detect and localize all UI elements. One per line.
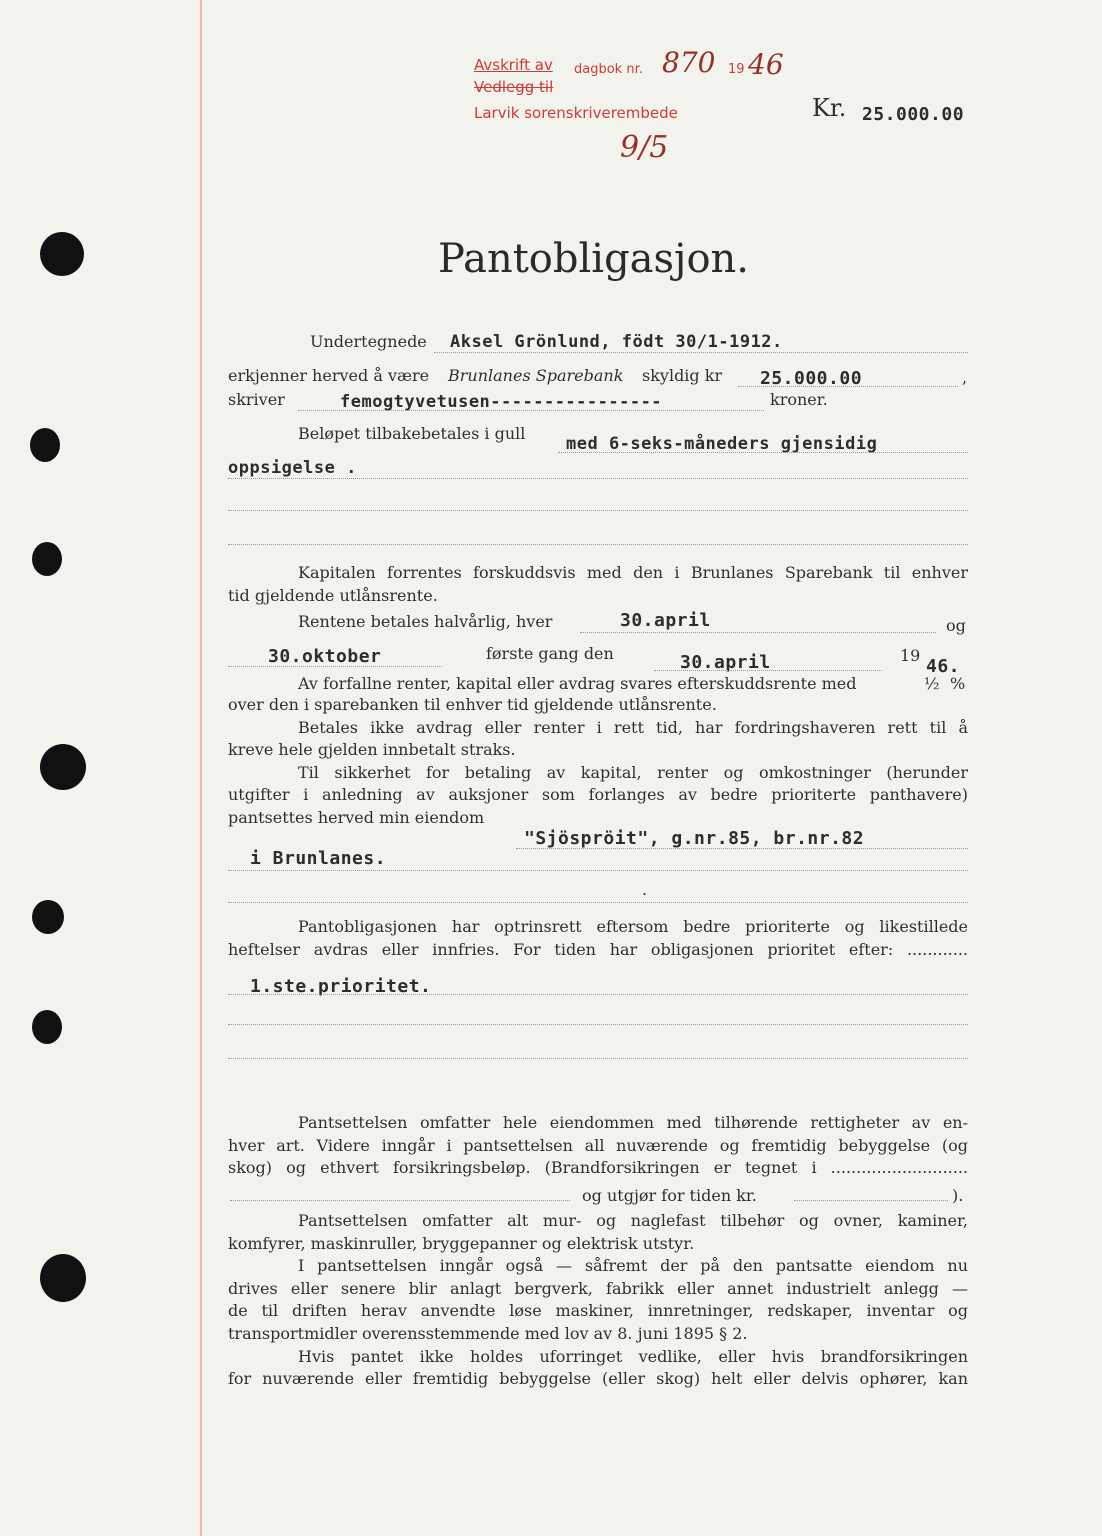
forfall-line1: Av forfallne renter, kapital eller avdrag svares efterskuddsrente med xyxy=(298,674,857,693)
omfatter-line1: Pantsettelsen omfatter hele eiendommen med tilhørende rettigheter av en- xyxy=(298,1113,968,1132)
rule xyxy=(654,670,882,671)
murfast-paragraph xyxy=(228,1210,968,1391)
belop-value2: oppsigelse . xyxy=(228,458,357,478)
rule xyxy=(434,352,968,353)
belop-value1: med 6-seks-måneders gjensidig xyxy=(566,434,878,454)
skyldig-label: skyldig kr xyxy=(642,366,723,385)
forfall-frac: ½ xyxy=(924,674,940,693)
kroner-label: kroner. xyxy=(770,390,828,409)
utgjor-label: og utgjør for tiden kr. xyxy=(582,1186,757,1205)
rule xyxy=(228,1024,968,1025)
betales-line2: kreve hele gjelden innbetalt straks. xyxy=(228,740,516,760)
forste-value: 30.april xyxy=(680,652,771,673)
kapital-line2: tid gjeldende utlånsrente. xyxy=(228,585,438,605)
punch-hole xyxy=(40,232,84,276)
stamp-dagbok: dagbok nr. xyxy=(574,62,643,77)
punch-hole xyxy=(40,744,86,790)
hand-year: 46 xyxy=(748,48,784,81)
renter-label: Rentene betales halvårlig, hver xyxy=(298,612,553,631)
year-prefix: 19 xyxy=(900,646,921,665)
rule xyxy=(298,410,764,411)
rule xyxy=(794,1200,948,1201)
dot-mark: . xyxy=(642,880,648,899)
rule xyxy=(230,1200,570,1201)
priority-line1: Pantobligasjonen har optrinsrett eftersom bedre prioriterte og likestillede xyxy=(298,917,968,936)
comma: , xyxy=(962,368,968,387)
rule xyxy=(580,632,936,633)
scope-dots: ........................... xyxy=(830,1158,968,1178)
erkjenner-label: erkjenner herved å være xyxy=(228,366,430,385)
priority-dots: ............ xyxy=(906,939,968,959)
murfast-line2: komfyrer, maskinruller, bryggepanner og elektrisk utstyr. xyxy=(228,1233,695,1253)
punch-hole xyxy=(30,428,60,462)
pantsettes-label: pantsettes herved min eiendom xyxy=(228,807,485,827)
forste-label: første gang den xyxy=(486,644,614,663)
skriver-label: skriver xyxy=(228,390,285,409)
scope-paragraph xyxy=(228,1112,968,1180)
rule xyxy=(558,452,968,453)
hand-fraction: 9/5 xyxy=(620,130,669,165)
amount-value: 25.000.00 xyxy=(862,104,965,125)
margin-line xyxy=(200,0,202,1536)
forfall-paragraph xyxy=(228,694,968,830)
sikkerhet-line2: utgifter i anledning av auksjoner som forlanges av bedre prioriterte panthavere) xyxy=(228,785,968,805)
rule xyxy=(228,544,968,545)
amount-label: Kr. xyxy=(812,94,847,122)
bank-name: Brunlanes Sparebank xyxy=(448,366,624,385)
forfall-line2: over den i sparebanken til enhver tid gjeldende utlånsrente. xyxy=(228,695,717,714)
undertegnede-label: Undertegnede xyxy=(310,332,427,351)
punch-hole xyxy=(32,900,64,934)
rule xyxy=(228,1058,968,1059)
rule xyxy=(228,510,968,511)
priority-value: 1.ste.prioritet. xyxy=(250,976,432,997)
skriver-value: femogtyvetusen---------------- xyxy=(340,392,663,412)
punch-hole xyxy=(40,1254,86,1302)
inngar-line4: transportmidler overensstemmende med lov av 8. juni 1895 § 2. xyxy=(228,1323,748,1343)
punch-hole xyxy=(32,1010,62,1044)
year-value: 46. xyxy=(926,656,961,677)
rule xyxy=(228,478,968,479)
og-label: og xyxy=(946,616,966,635)
renter-value: 30.april xyxy=(620,610,711,631)
kapital-line1: Kapitalen forrentes forskuddsvis med den i Brunlanes Sparebank til enhver xyxy=(298,563,968,582)
kapital-paragraph xyxy=(228,562,968,607)
betales-line1: Betales ikke avdrag eller renter i rett tid, har fordringshaveren rett til å xyxy=(298,717,968,737)
hand-number: 870 xyxy=(662,46,716,79)
omfatter-line2: hver art. Videre inngår i pantsettelsen all nuværende og fremtidig bebyggelse (og xyxy=(228,1135,968,1155)
priority-paragraph xyxy=(228,916,968,961)
rule xyxy=(228,666,442,667)
stamp-year-prefix: 19 xyxy=(728,62,745,77)
oktober-value: 30.oktober xyxy=(268,646,382,667)
stamp-line1: Avskrift av xyxy=(474,56,553,74)
eiendom-value2: i Brunlanes. xyxy=(250,848,387,869)
stamp-office: Larvik sorenskriverembede xyxy=(474,104,678,122)
eiendom-value: "Sjöspröit", g.nr.85, br.nr.82 xyxy=(524,828,865,849)
rule xyxy=(516,848,968,849)
inngar-line1: I pantsettelsen inngår også — såfremt der på den pantsatte eiendom nu xyxy=(298,1256,968,1276)
omfatter-line3: skog) og ethvert forsikringsbeløp. (Brandforsikringen er tegnet i xyxy=(228,1158,817,1178)
rule xyxy=(738,386,958,387)
murfast-line1: Pantsettelsen omfatter alt mur- og naglefast tilbehør og ovner, kaminer, xyxy=(298,1211,968,1230)
inngar-line2: drives eller senere blir anlagt bergverk, fabrikk eller annet industrielt anlegg — xyxy=(228,1278,968,1298)
skyldig-value: 25.000.00 xyxy=(760,368,863,389)
rule xyxy=(228,994,968,995)
close-paren: ). xyxy=(952,1186,964,1205)
forfall-pct: % xyxy=(950,674,966,693)
page-title: Pantobligasjon. xyxy=(438,236,750,282)
rule xyxy=(228,870,968,871)
undertegnede-value: Aksel Grönlund, födt 30/1-1912. xyxy=(450,332,783,352)
belop-label: Beløpet tilbakebetales i gull xyxy=(298,424,526,443)
rule xyxy=(228,902,968,903)
priority-line2: heftelser avdras eller innfries. For tiden har obligasjonen prioritet efter: xyxy=(228,939,894,959)
stamp-line2: Vedlegg til xyxy=(474,78,554,96)
hvis-line1: Hvis pantet ikke holdes uforringet vedlike, eller hvis brandforsikringen xyxy=(298,1346,968,1366)
punch-hole xyxy=(32,542,62,576)
inngar-line3: de til driften herav anvendte løse maskiner, innretninger, redskaper, inventar og xyxy=(228,1301,968,1321)
hvis-line2: for nuværende eller fremtidig bebyggelse (eller skog) helt eller delvis ophører, kan xyxy=(228,1369,968,1389)
sikkerhet-line1: Til sikkerhet for betaling av kapital, renter og omkostninger (herunder xyxy=(298,762,968,782)
